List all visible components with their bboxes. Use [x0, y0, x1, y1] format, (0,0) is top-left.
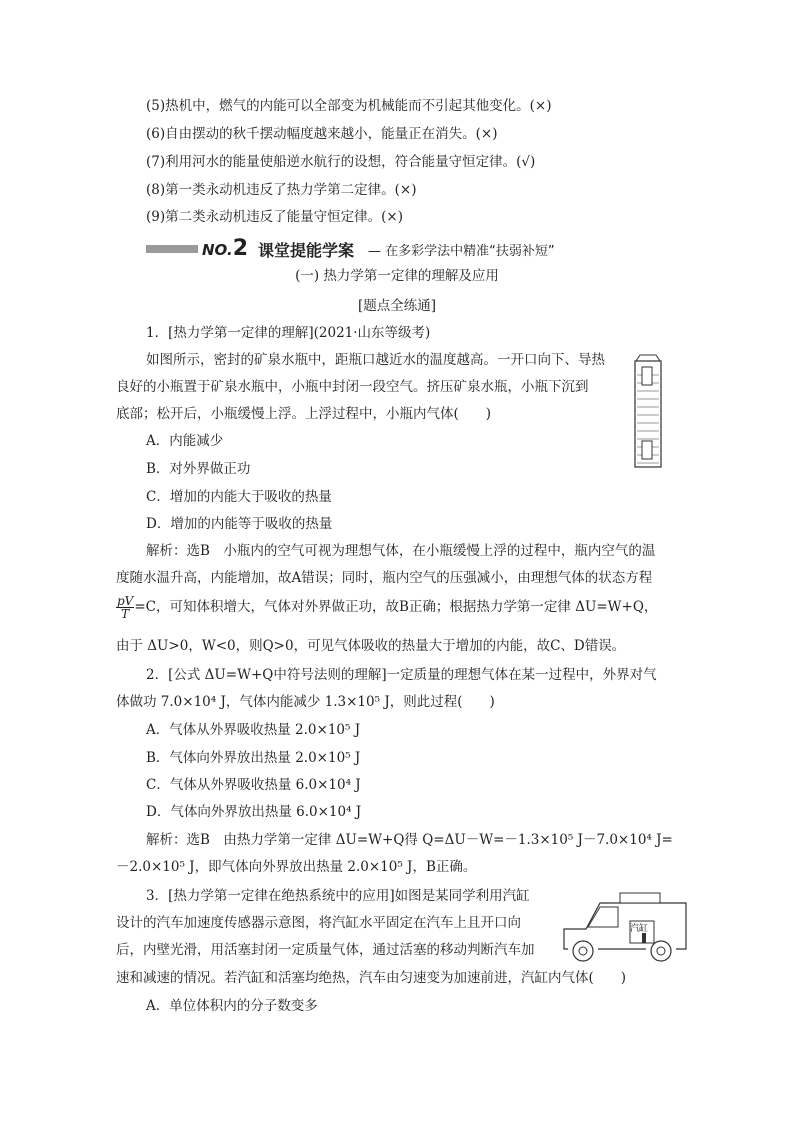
- q1-analysis-2: 度随水温升高，内能增加，故A错误；同时，瓶内空气的压强减小，由理想气体的状态方程: [116, 570, 653, 586]
- q1-stem-3: 底部；松开后，小瓶缓慢上浮。上浮过程中，小瓶内气体( ): [116, 406, 492, 422]
- q2-stem-1: 2．[公式 ΔU=W+Q中符号法则的理解]一定质量的理想气体在某一过程中，外界对气: [146, 667, 657, 683]
- state-equation-fraction: $\frac{pV}{T}$: [117, 594, 134, 621]
- statement-9: (9)第二类永动机违反了能量守恒定律。(×): [146, 209, 403, 225]
- q2-option-c: C．气体从外界吸收热量 6.0×10⁴ J: [146, 777, 361, 793]
- bottle-figure: [632, 353, 664, 469]
- q2-analysis-1: 解析：选B 由热力学第一定律 ΔU=W+Q得 Q=ΔU－W=－1.3×10⁵ J－7.0×10⁴ J=: [146, 832, 673, 848]
- statement-8: (8)第一类永动机违反了热力学第二定律。(×): [146, 182, 417, 198]
- q3-stem-2: 设计的汽车加速度传感器示意图，将汽缸水平固定在汽车上且开口向: [116, 915, 521, 931]
- car-figure: [558, 891, 694, 963]
- statement-6: (6)自由摆动的秋千摆动幅度越来越小，能量正在消失。(×): [146, 126, 498, 142]
- section-title: (一) 热力学第一定律的理解及应用: [295, 268, 499, 284]
- subsection-title: [题点全练通]: [357, 298, 437, 314]
- q1-analysis-1: 解析：选B 小瓶内的空气可视为理想气体，在小瓶缓慢上浮的过程中，瓶内空气的温: [146, 543, 656, 559]
- q1-stem-2: 良好的小瓶置于矿泉水瓶中，小瓶中封闭一段空气。挤压矿泉水瓶，小瓶下沉到: [116, 379, 589, 395]
- statement-5: (5)热机中，燃气的内能可以全部变为机械能而不引起其他变化。(×): [146, 98, 552, 114]
- q1-analysis-formula-line: $\frac{pV}{T}$ =C，可知体积增大，气体对外界做正功，故B正确；根据热力学第一定律 ΔU=W+Q，: [117, 594, 658, 621]
- section-banner: [146, 236, 666, 264]
- q1-stem-1: 如图所示，密封的矿泉水瓶中，距瓶口越近水的温度越高。一开口向下、导热: [146, 352, 605, 368]
- q1-head: 1．[热力学第一定律的理解](2021·山东等级考): [146, 325, 431, 341]
- q1-option-d: D．增加的内能等于吸收的热量: [146, 516, 333, 532]
- q2-option-a: A．气体从外界吸收热量 2.0×10⁵ J: [146, 722, 361, 738]
- q2-option-d: D．气体向外界放出热量 6.0×10⁴ J: [146, 804, 362, 820]
- q1-option-c: C．增加的内能大于吸收的热量: [146, 489, 332, 505]
- q2-option-b: B．气体向外界放出热量 2.0×10⁵ J: [146, 750, 361, 766]
- q1-analysis-4: 由于 ΔU>0，W<0，则Q>0，可见气体吸收的热量大于增加的内能，故C、D错误。: [116, 638, 626, 654]
- q3-stem-1: 3．[热力学第一定律在绝热系统中的应用]如图是某同学利用汽缸: [146, 888, 530, 904]
- q2-stem-2: 体做功 7.0×10⁴ J，气体内能减少 1.3×10⁵ J，则此过程( ): [116, 694, 495, 710]
- banner-subtitle: — 在多彩学法中精准“扶弱补短”: [368, 244, 555, 259]
- q1-option-b: B．对外界做正功: [146, 461, 251, 477]
- q3-stem-4: 速和减速的情况。若汽缸和活塞均绝热，汽车由匀速变为加速前进，汽缸内气体( ): [116, 970, 627, 986]
- banner-bar: [146, 245, 198, 253]
- q3-stem-3: 后，内壁光滑，用活塞封闭一定质量气体，通过活塞的移动判断汽车加: [116, 942, 535, 958]
- q1-option-a: A．内能减少: [146, 433, 224, 449]
- q2-analysis-2: －2.0×10⁵ J，即气体向外界放出热量 2.0×10⁵ J，B正确。: [116, 859, 477, 875]
- cylinder-label: 汽缸: [630, 924, 649, 934]
- statement-7: (7)利用河水的能量使船逆水航行的设想，符合能量守恒定律。(√): [146, 154, 536, 170]
- q3-option-a: A．单位体积内的分子数变多: [146, 998, 318, 1014]
- banner-number: NO.2: [202, 236, 248, 261]
- banner-title: 课堂提能学案: [258, 241, 355, 260]
